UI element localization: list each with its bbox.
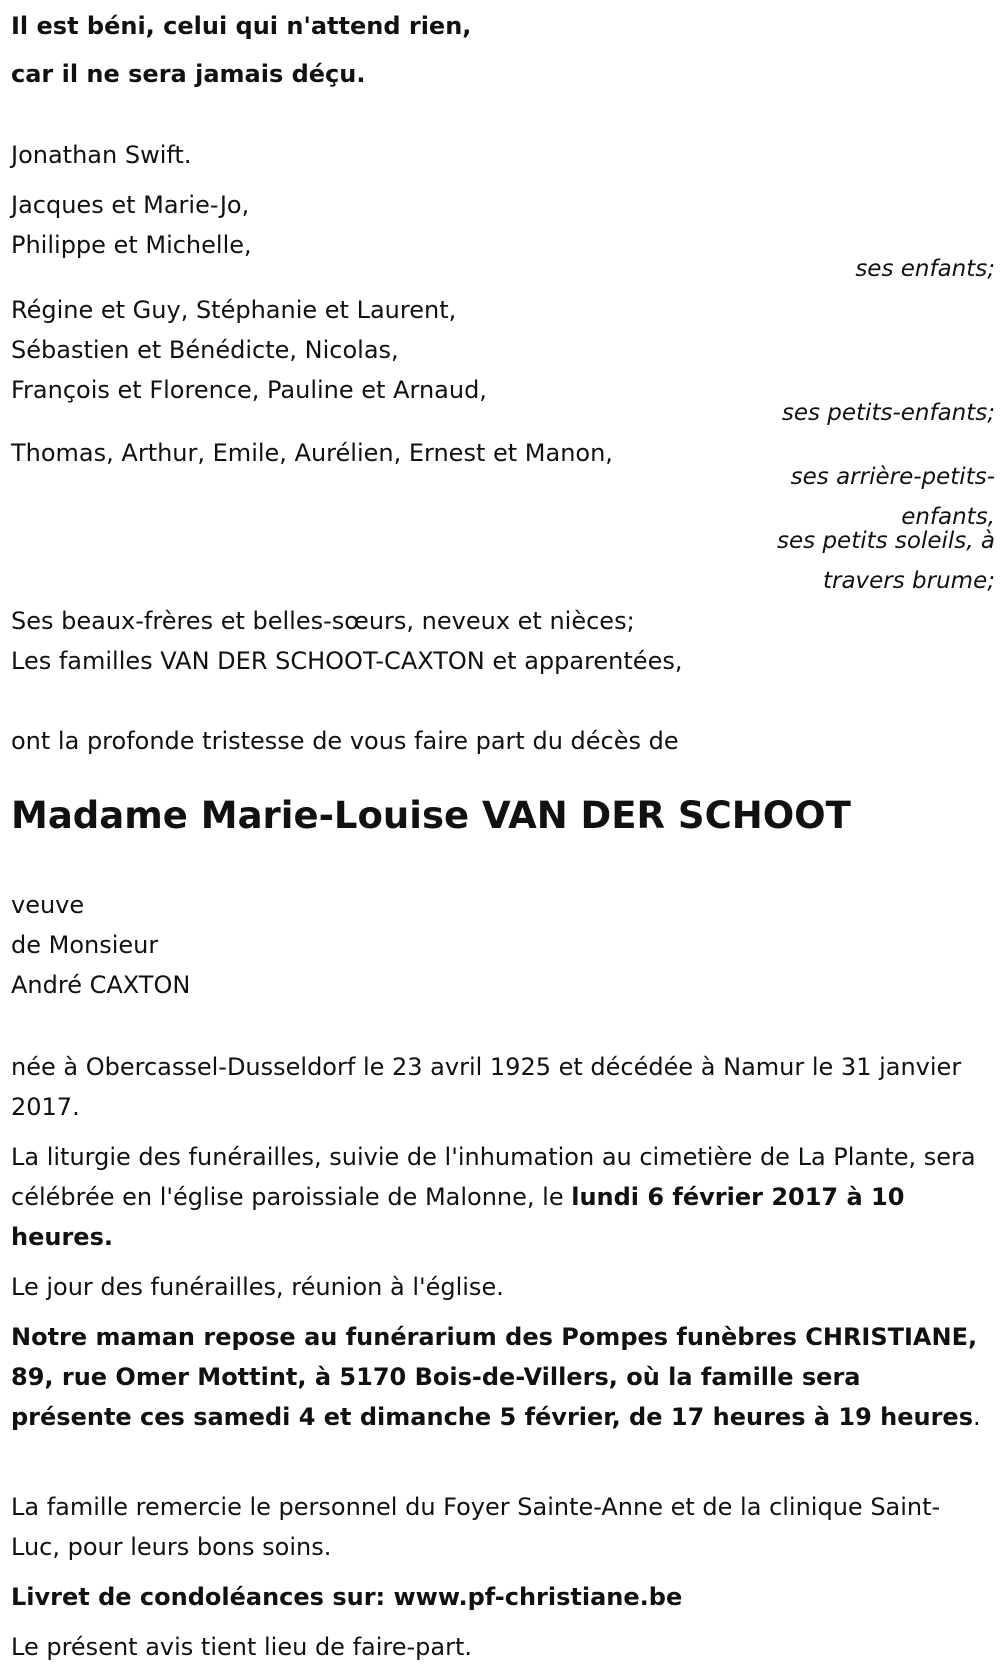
little-suns-role-line-1: ses petits soleils, à xyxy=(777,528,995,554)
children-line-2: Philippe et Michelle, xyxy=(11,231,252,259)
great-grandchildren-line: Thomas, Arthur, Emile, Aurélien, Ernest et Manon, xyxy=(11,439,613,467)
funeral-paragraph xyxy=(11,1137,986,1257)
funeral-text: La liturgie des funérailles, suivie de l'inhumation au cimetière de La Plante, sera célébrée en l'église paroissiale de Malonne, le xyxy=(11,1143,976,1211)
great-grandchildren-role-line-2: enfants, xyxy=(901,504,995,530)
extended-family-line-2: Les familles VAN DER SCHOOT-CAXTON et apparentées, xyxy=(11,647,683,675)
widow-line-2: de Monsieur xyxy=(11,931,159,959)
quote-line-2: car il ne sera jamais déçu. xyxy=(11,60,366,88)
quote-author: Jonathan Swift. xyxy=(11,141,192,169)
children-role: ses enfants; xyxy=(855,256,995,282)
little-suns-role-line-2: travers brume; xyxy=(822,568,995,594)
great-grandchildren-role-line-1: ses arrière-petits- xyxy=(790,464,995,490)
grandchildren-line-3: François et Florence, Pauline et Arnaud, xyxy=(11,376,487,404)
funeral-date: lundi 6 février 2017 à 10 heures. xyxy=(11,1183,905,1251)
thanks-paragraph: La famille remercie le personnel du Foyer Sainte-Anne et de la clinique Saint-Luc, pour leurs bons soins. xyxy=(11,1493,941,1561)
grandchildren-line-2: Sébastien et Bénédicte, Nicolas, xyxy=(11,336,399,364)
birth-death-paragraph: née à Obercassel-Dusseldorf le 23 avril 1925 et décédée à Namur le 31 janvier 2017. xyxy=(11,1053,962,1121)
children-line-1: Jacques et Marie-Jo, xyxy=(11,191,250,219)
announcement: ont la profonde tristesse de vous faire part du décès de xyxy=(11,727,679,755)
meeting-paragraph: Le jour des funérailles, réunion à l'église. xyxy=(11,1273,504,1301)
grandchildren-line-1: Régine et Guy, Stéphanie et Laurent, xyxy=(11,296,457,324)
funerarium-end: . xyxy=(972,1403,981,1431)
widow-line-1: veuve xyxy=(11,891,85,919)
condolences-link[interactable]: Livret de condoléances sur: www.pf-christiane.be xyxy=(11,1583,683,1611)
extended-family-line-1: Ses beaux-frères et belles-sœurs, neveux et nièces; xyxy=(11,607,635,635)
funerarium-text: Notre maman repose au funérarium des Pompes funèbres CHRISTIANE, 89, rue Omer Mottint, à 5170 Bois-de-Villers, où la famille sera présente ces samedi 4 et dimanche 5 février, de 17 heures à 19 heures xyxy=(11,1323,978,1431)
funerarium-paragraph xyxy=(11,1317,986,1437)
widow-line-3: André CAXTON xyxy=(11,971,191,999)
notice-paragraph: Le présent avis tient lieu de faire-part. xyxy=(11,1633,473,1661)
grandchildren-role: ses petits-enfants; xyxy=(781,400,995,426)
quote-line-1: Il est béni, celui qui n'attend rien, xyxy=(11,12,472,40)
deceased-name: Madame Marie-Louise VAN DER SCHOOT xyxy=(11,794,851,837)
